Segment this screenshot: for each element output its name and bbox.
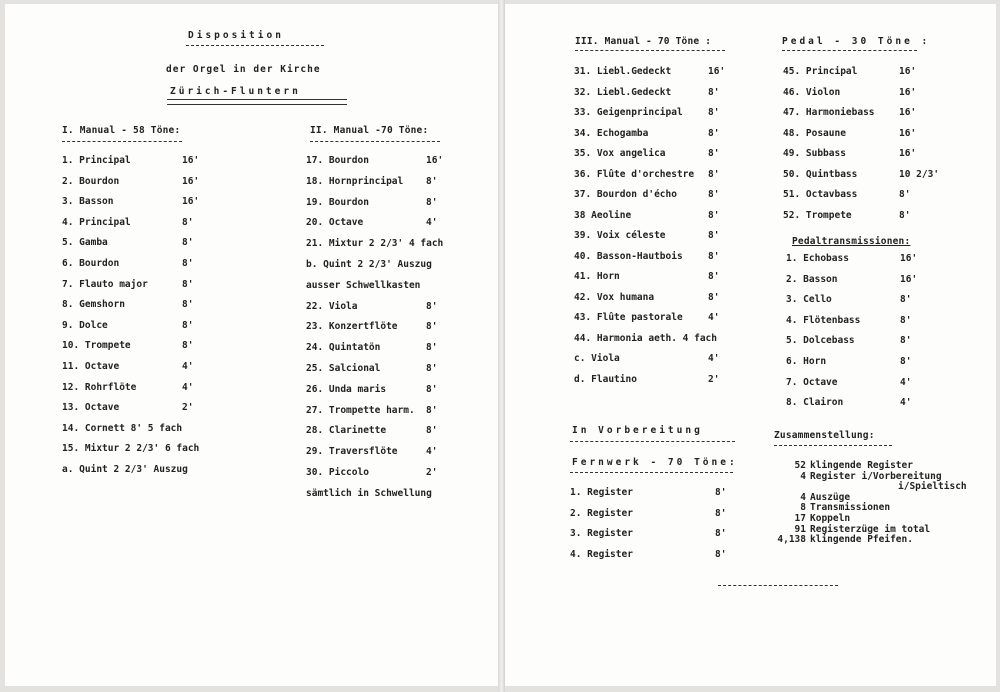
stop-footage: 16' — [182, 196, 200, 208]
summary-text: Registerzüge im total — [810, 523, 931, 535]
stop-row — [783, 189, 949, 203]
stop-name: 6. Horn — [786, 356, 827, 367]
stop-footage: 8' — [708, 148, 720, 159]
stop-name: 4. Flötenbass — [786, 314, 861, 326]
stop-row — [306, 342, 476, 356]
stop-footage: 16' — [899, 148, 917, 159]
stop-row — [62, 155, 232, 169]
stop-footage: 8' — [426, 175, 438, 187]
preparation-heading: In Vorbereitung — [572, 425, 703, 436]
summary-text: klingende Register — [810, 460, 913, 471]
stop-footage: 8' — [899, 209, 911, 221]
preparation-underline — [570, 441, 735, 442]
stop-footage: 16' — [899, 86, 917, 98]
stop-footage: 16' — [899, 107, 917, 118]
summary-count: 8 — [800, 502, 806, 514]
stop-footage: 8' — [182, 319, 194, 331]
stop-footage: 8' — [426, 383, 438, 395]
pedal-underline — [782, 50, 917, 51]
stop-name: 4. Register — [570, 548, 633, 560]
stop-row — [783, 107, 949, 121]
stop-footage: 4' — [182, 361, 194, 372]
stop-name: 3. Basson — [62, 196, 114, 208]
stop-row — [306, 217, 476, 231]
stop-row — [306, 301, 476, 315]
summary-text: Koppeln — [810, 513, 851, 524]
stop-footage: 8' — [708, 250, 720, 262]
stop-row — [574, 271, 758, 285]
stop-row — [574, 312, 758, 326]
stop-row — [783, 169, 949, 183]
stop-name: 2. Basson — [786, 273, 838, 285]
document-subtitle: der Orgel in der Kirche — [166, 64, 321, 75]
stop-name: 17. Bourdon — [306, 155, 369, 166]
stop-footage: 8' — [426, 342, 438, 354]
stop-name: 3. Cello — [786, 294, 832, 306]
stop-row — [574, 333, 758, 347]
stop-footage: 4' — [426, 217, 438, 229]
stop-row — [306, 280, 476, 294]
stop-row — [62, 299, 232, 313]
stop-name: 22. Viola — [306, 300, 358, 312]
summary-text: i/Spieltisch — [898, 481, 967, 493]
stop-row — [62, 402, 232, 416]
stop-footage: 4' — [708, 312, 720, 323]
stop-name: 15. Mixtur 2 2/3' 6 fach — [62, 443, 200, 455]
stop-name: sämtlich in Schwellung — [306, 487, 432, 499]
transmissions-heading: Pedaltransmissionen: — [792, 236, 911, 247]
stop-name: 52. Trompete — [783, 209, 852, 221]
stop-row — [306, 446, 476, 460]
stop-footage: 4' — [900, 376, 912, 388]
stop-row — [306, 321, 476, 335]
stop-row — [783, 128, 949, 142]
stop-name: 49. Subbass — [783, 148, 846, 159]
stop-name: 41. Horn — [574, 271, 620, 282]
book-spine — [498, 0, 505, 692]
stop-footage: 4' — [708, 353, 720, 364]
stop-name: 33. Geigenprincipal — [574, 107, 683, 118]
stop-name: 18. Hornprincipal — [306, 175, 404, 187]
stop-name: 42. Vox humana — [574, 291, 655, 303]
manual3-heading: III. Manual - 70 Töne : — [575, 36, 712, 47]
summary-text: Auszüge — [810, 491, 851, 503]
manual2-underline — [310, 141, 440, 142]
stop-row — [62, 237, 232, 251]
stop-footage: 8' — [182, 340, 194, 352]
manual3-underline — [575, 50, 725, 51]
stop-name: 5. Dolcebass — [786, 335, 855, 347]
stop-footage: 8' — [708, 291, 720, 303]
stop-footage: 8' — [426, 300, 438, 312]
summary-count: 17 — [794, 513, 806, 524]
stop-name: 20. Octave — [306, 217, 364, 229]
stop-footage: 8' — [708, 230, 720, 241]
stop-name: 37. Bourdon d'écho — [574, 189, 677, 200]
summary-count: 91 — [794, 523, 806, 535]
stop-footage: 16' — [900, 253, 918, 264]
stop-footage: 8' — [708, 271, 720, 282]
stop-name: 40. Basson-Hautbois — [574, 250, 683, 262]
stop-row — [306, 384, 476, 398]
stop-name: 44. Harmonia aeth. 4 fach — [574, 332, 717, 344]
stop-name: 46. Violon — [783, 86, 841, 98]
stop-footage: 4' — [182, 381, 194, 393]
closing-rule — [718, 585, 838, 586]
summary-count: 4 — [800, 470, 806, 482]
stop-row — [574, 128, 758, 142]
stop-name: 7. Octave — [786, 376, 838, 388]
stop-row — [306, 488, 476, 502]
summary-count: 4 — [800, 491, 806, 503]
stop-name: 45. Principal — [783, 66, 858, 77]
place-underline — [167, 99, 347, 105]
stop-row — [783, 66, 949, 80]
stop-footage: 2' — [426, 467, 438, 478]
stop-name: 2. Bourdon — [62, 175, 120, 187]
stop-row — [783, 148, 949, 162]
stop-footage: 16' — [182, 155, 200, 166]
stop-row — [306, 197, 476, 211]
summary-underline — [774, 445, 892, 446]
stop-name: 8. Gemshorn — [62, 299, 125, 311]
stop-footage: 8' — [426, 404, 438, 416]
stop-row — [306, 425, 476, 439]
stop-name: 25. Salcional — [306, 363, 381, 374]
pedal-heading: Pedal - 30 Töne : — [782, 36, 931, 47]
stop-name: 38 Aeoline — [574, 209, 632, 221]
manual1-heading: I. Manual - 58 Töne: — [62, 125, 181, 136]
stop-name: 1. Echobass — [786, 253, 849, 264]
stop-name: 48. Posaune — [783, 127, 846, 139]
stop-name: 2. Register — [570, 507, 633, 519]
stop-footage: 8' — [426, 363, 438, 374]
stop-footage: 8' — [182, 216, 194, 228]
stop-footage: 4' — [426, 446, 438, 458]
stop-row — [786, 335, 950, 349]
stop-row — [574, 107, 758, 121]
stop-name: 30. Piccolo — [306, 467, 369, 478]
stop-row — [574, 251, 758, 265]
stop-footage: 8' — [426, 425, 438, 437]
stop-name: 8. Clairon — [786, 397, 844, 409]
stop-row — [786, 294, 950, 308]
stop-name: d. Flautino — [574, 373, 637, 385]
summary-text: klingende Pfeifen. — [810, 534, 913, 546]
summary-count: 4,138 — [777, 534, 806, 546]
stop-row — [62, 340, 232, 354]
stop-row — [62, 258, 232, 272]
stop-footage: 2' — [708, 373, 720, 385]
stop-footage: 8' — [900, 294, 912, 306]
stop-row — [783, 210, 949, 224]
stop-footage: 8' — [900, 335, 912, 347]
stop-row — [306, 176, 476, 190]
stop-row — [786, 274, 950, 288]
stop-footage: 4' — [900, 397, 912, 409]
stop-name: 24. Quintatön — [306, 342, 381, 354]
stop-row — [62, 196, 232, 210]
register-row — [570, 549, 765, 563]
stop-name: 26. Unda maris — [306, 383, 387, 395]
stop-row — [62, 382, 232, 396]
stop-row — [574, 169, 758, 183]
stop-name: 5. Gamba — [62, 237, 108, 249]
stop-name: 11. Octave — [62, 361, 120, 372]
stop-footage: 8' — [182, 278, 194, 290]
stop-row — [62, 361, 232, 375]
stop-row — [786, 397, 950, 411]
stop-name: c. Viola — [574, 353, 620, 364]
stop-name: 19. Bourdon — [306, 196, 369, 208]
stop-footage: 8' — [900, 314, 912, 326]
stop-row — [306, 405, 476, 419]
stop-row — [62, 423, 232, 437]
stop-row — [783, 87, 949, 101]
fernwerk-underline — [570, 472, 733, 473]
stop-footage: 8' — [426, 196, 438, 208]
stop-row — [62, 320, 232, 334]
stop-name: 21. Mixtur 2 2/3' 4 fach — [306, 238, 444, 250]
stop-name: 29. Traversflöte — [306, 446, 398, 458]
stop-name: 51. Octavbass — [783, 189, 858, 200]
manual1-underline — [62, 141, 182, 142]
stop-name: 36. Flûte d'orchestre — [574, 168, 695, 180]
register-row — [570, 508, 765, 522]
stop-row — [574, 189, 758, 203]
stop-footage: 8' — [426, 321, 438, 333]
stop-footage: 8' — [715, 548, 727, 560]
summary-line — [770, 534, 970, 548]
stop-footage: 8' — [182, 258, 194, 269]
stop-name: 28. Clarinette — [306, 425, 387, 437]
stop-footage: 16' — [182, 175, 200, 187]
stop-footage: 16' — [899, 66, 917, 77]
stop-row — [62, 279, 232, 293]
stop-footage: 8' — [715, 528, 727, 540]
summary-count: 52 — [794, 460, 806, 471]
stop-footage: 2' — [182, 402, 194, 414]
summary-text: Transmissionen — [810, 502, 891, 514]
stop-footage: 8' — [182, 237, 194, 249]
stop-footage: 16' — [426, 155, 444, 166]
stop-name: 39. Voix céleste — [574, 230, 666, 241]
stop-footage: 16' — [708, 66, 726, 77]
stop-row — [574, 374, 758, 388]
stop-row — [574, 230, 758, 244]
stop-row — [786, 315, 950, 329]
stop-row — [786, 377, 950, 391]
stop-name: 4. Principal — [62, 216, 131, 228]
fernwerk-heading: Fernwerk - 70 Töne: — [572, 457, 738, 468]
stop-footage: 8' — [182, 299, 194, 311]
stop-row — [574, 87, 758, 101]
stop-name: 1. Register — [570, 487, 633, 498]
stop-name: 12. Rohrflöte — [62, 381, 137, 393]
stop-row — [306, 467, 476, 481]
stop-row — [574, 210, 758, 224]
stop-name: 13. Octave — [62, 402, 120, 414]
stop-footage: 10 2/3' — [899, 168, 940, 180]
stop-footage: 8' — [708, 189, 720, 200]
register-row — [570, 528, 765, 542]
stop-row — [574, 353, 758, 367]
stop-row — [306, 259, 476, 273]
stop-name: 3. Register — [570, 528, 633, 540]
stop-row — [62, 217, 232, 231]
stop-name: 43. Flûte pastorale — [574, 312, 683, 323]
stop-name: 6. Bourdon — [62, 258, 120, 269]
stop-row — [62, 176, 232, 190]
summary-heading: Zusammenstellung: — [774, 430, 875, 441]
register-row — [570, 487, 765, 501]
stop-name: 10. Trompete — [62, 340, 131, 352]
stop-name: 14. Cornett 8' 5 fach — [62, 422, 183, 434]
stop-name: 32. Liebl.Gedeckt — [574, 86, 672, 98]
stop-row — [574, 292, 758, 306]
stop-name: 27. Trompette harm. — [306, 404, 415, 416]
stop-row — [62, 464, 232, 478]
stop-footage: 8' — [708, 209, 720, 221]
stop-footage: 8' — [715, 507, 727, 519]
stop-name: 31. Liebl.Gedeckt — [574, 66, 672, 77]
stop-name: 35. Vox angelica — [574, 148, 666, 159]
stop-footage: 8' — [900, 356, 912, 367]
stop-footage: 8' — [708, 107, 720, 118]
title-underline — [186, 45, 324, 46]
stop-name: 34. Echogamba — [574, 127, 649, 139]
stop-row — [306, 155, 476, 169]
stop-name: 9. Dolce — [62, 319, 108, 331]
stop-footage: 8' — [708, 168, 720, 180]
stop-name: 1. Principal — [62, 155, 131, 166]
stop-footage: 8' — [899, 189, 911, 200]
stop-row — [786, 253, 950, 267]
document-place: Zürich-Fluntern — [170, 86, 301, 97]
stop-row — [574, 66, 758, 80]
stop-footage: 16' — [899, 127, 917, 139]
document-title: Disposition — [188, 30, 284, 41]
stop-row — [574, 148, 758, 162]
stop-row — [786, 356, 950, 370]
stop-footage: 8' — [708, 127, 720, 139]
stop-name: 50. Quintbass — [783, 168, 858, 180]
manual2-heading: II. Manual -70 Töne: — [310, 125, 429, 136]
stop-row — [306, 363, 476, 377]
stop-row — [62, 443, 232, 457]
stop-name: ausser Schwellkasten — [306, 279, 421, 291]
stop-name: a. Quint 2 2/3' Auszug — [62, 464, 188, 475]
summary-text: Register i/Vorbereitung — [810, 470, 942, 482]
stop-footage: 8' — [708, 86, 720, 98]
stop-name: b. Quint 2 2/3' Auszug — [306, 259, 432, 270]
stop-name: 47. Harmoniebass — [783, 107, 875, 118]
stop-name: 7. Flauto major — [62, 278, 148, 290]
stop-footage: 8' — [715, 487, 727, 498]
stop-footage: 16' — [900, 273, 918, 285]
stop-name: 23. Konzertflöte — [306, 321, 398, 333]
stop-row — [306, 238, 476, 252]
